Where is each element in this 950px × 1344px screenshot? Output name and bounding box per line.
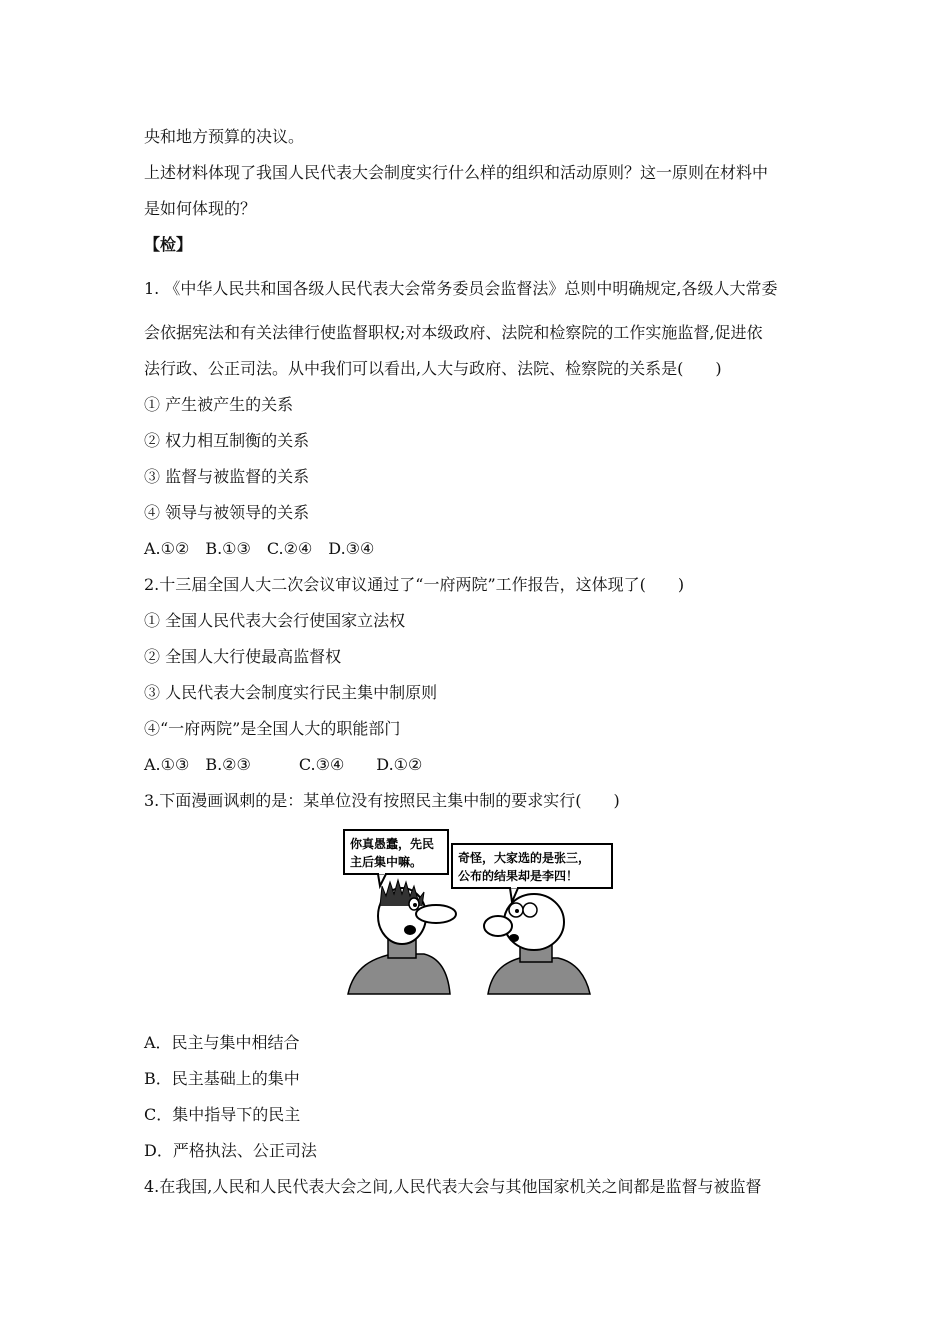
q1-options: A.①② B.①③ C.②④ D.③④	[144, 539, 375, 558]
section-heading: 【检】	[144, 235, 193, 254]
question-text: 是如何体现的？	[144, 199, 257, 218]
q2-stem: 2.十三届全国人大二次会议审议通过了“一府两院”工作报告，这体现了( )	[144, 575, 685, 594]
q1-item: ③ 监督与被监督的关系	[144, 467, 310, 486]
q2-item: ④“一府两院”是全国人大的职能部门	[144, 719, 401, 738]
q2-item: ③ 人民代表大会制度实行民主集中制原则	[144, 683, 438, 702]
cartoon-figure-left	[348, 880, 456, 994]
q3-option: A．民主与集中相结合	[144, 1033, 300, 1052]
bubble-right-line1: 奇怪，大家选的是张三，	[458, 851, 591, 865]
bubble-right-line2: 公布的结果却是李四！	[458, 869, 579, 883]
q3-option: C．集中指导下的民主	[144, 1105, 301, 1124]
q3-option: D．严格执法、公正司法	[144, 1141, 317, 1160]
bubble-left-line1: 你真愚蠢，先民	[350, 837, 435, 851]
q2-item: ② 全国人大行使最高监督权	[144, 647, 342, 666]
q2-options: A.①③ B.②③ C.③④ D.①②	[144, 755, 423, 774]
q1-item: ① 产生被产生的关系	[144, 395, 294, 414]
q1-stem: 会依据宪法和有关法律行使监督职权;对本级政府、法院和检察院的工作实施监督,促进依	[144, 323, 763, 342]
q1-item: ④ 领导与被领导的关系	[144, 503, 310, 522]
q1-stem: 法行政、公正司法。从中我们可以看出,人大与政府、法院、检察院的关系是( )	[144, 359, 722, 378]
q2-item: ① 全国人民代表大会行使国家立法权	[144, 611, 406, 630]
q3-option: B．民主基础上的集中	[144, 1069, 300, 1088]
bubble-left-line2: 主后集中嘛。	[350, 855, 423, 869]
question-text: 上述材料体现了我国人民代表大会制度实行什么样的组织和活动原则？这一原则在材料中	[144, 163, 769, 182]
cartoon-figure-right	[484, 894, 590, 994]
q1-item: ② 权力相互制衡的关系	[144, 431, 310, 450]
cartoon-image	[340, 826, 620, 996]
intro-text: 央和地方预算的决议。	[144, 127, 305, 146]
q4-stem: 4.在我国,人民和人民代表大会之间,人民代表大会与其他国家机关之间都是监督与被监督	[144, 1177, 762, 1196]
q3-stem: 3.下面漫画讽刺的是：某单位没有按照民主集中制的要求实行( )	[144, 791, 620, 810]
q1-stem: 1. 《中华人民共和国各级人民代表大会常务委员会监督法》总则中明确规定,各级人大常委	[144, 279, 778, 298]
